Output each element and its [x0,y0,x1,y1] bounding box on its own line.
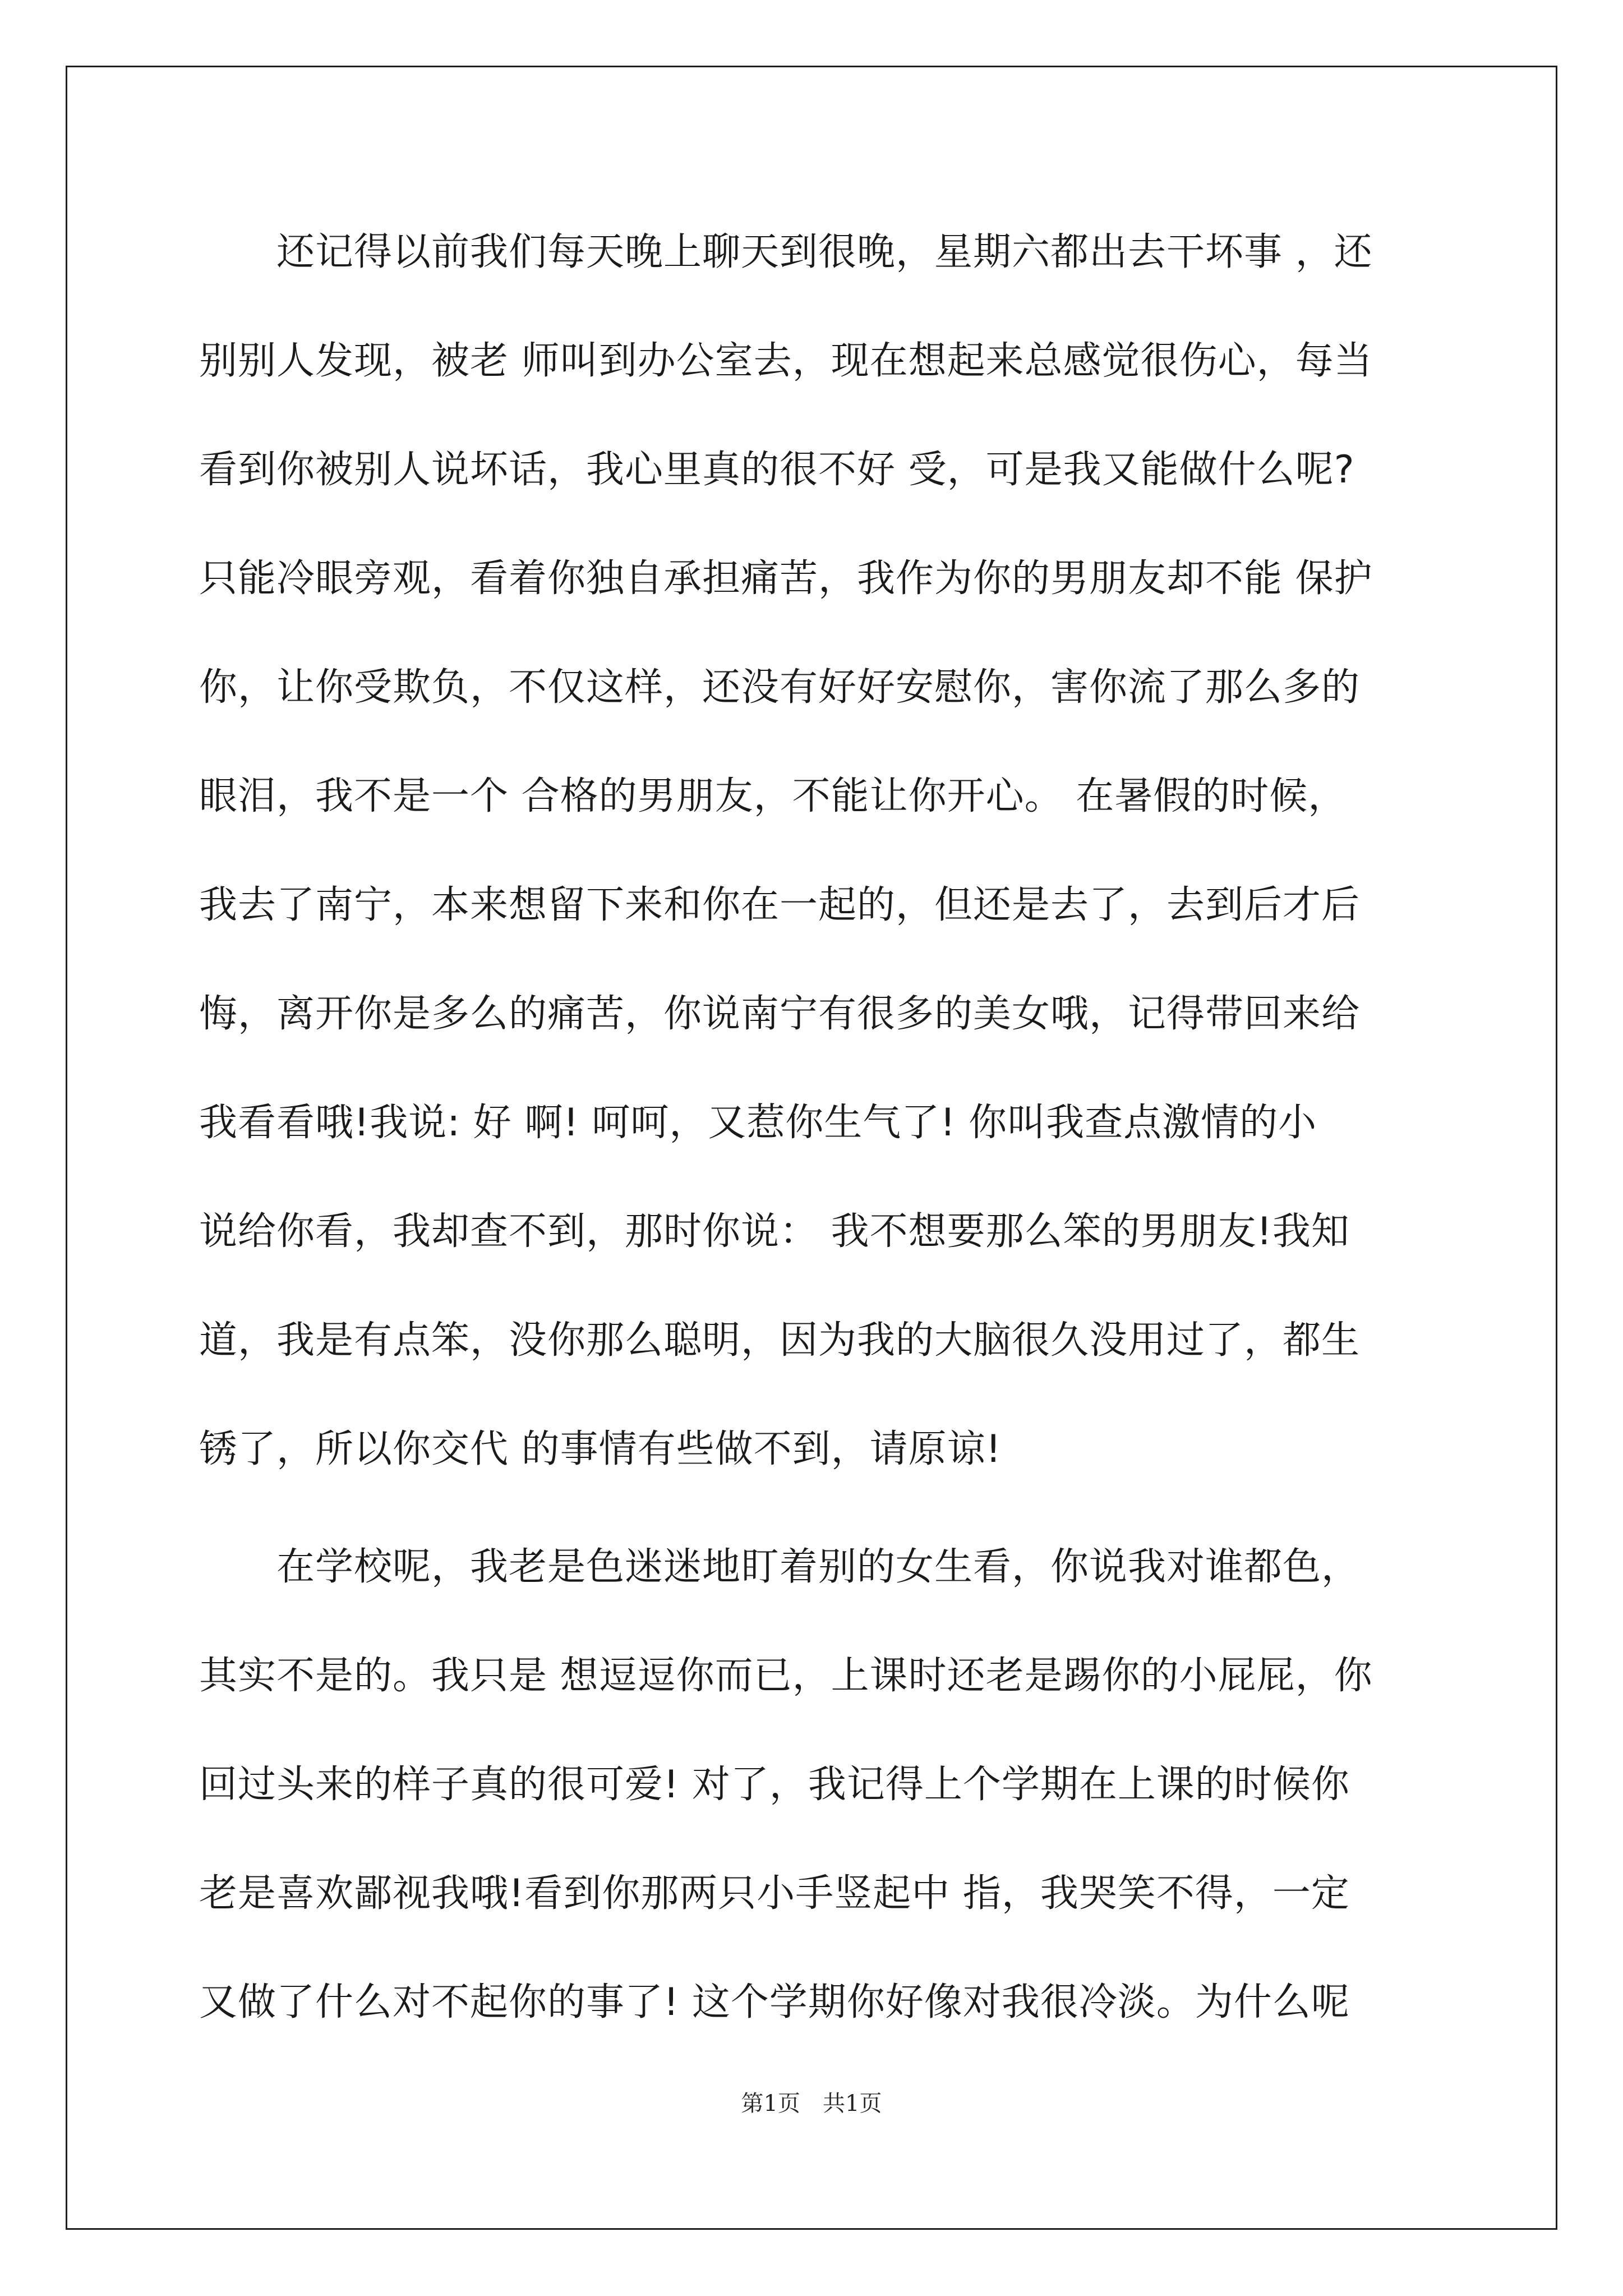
text-line: 回过头来的样子真的很可爱! 对了，我记得上个学期在上课的时候你 [199,1763,1350,1807]
text-line: 锈了，所以你交代 的事情有些做不到，请原谅! [199,1427,1002,1471]
text-line: 你，让你受欺负，不仅这样，还没有好好安慰你，害你流了那么多的 [199,665,1361,710]
text-line: 我看看哦!我说: 好 啊! 呵呵，又惹你生气了! 你叫我查点激情的小 [199,1101,1317,1145]
text-line: 别别人发现，被老 师叫到办公室去，现在想起来总感觉很伤心，每当 [199,339,1373,383]
text-line: 看到你被别人说坏话，我心里真的很不好 受，可是我又能做什么呢? [199,448,1355,492]
text-line: 又做了什么对不起你的事了! 这个学期你好像对我很冷淡。为什么呢 [199,1980,1350,2024]
text-line: 我去了南宁，本来想留下来和你在一起的，但还是去了，去到后才后 [199,883,1361,927]
text-line: 道，我是有点笨，没你那么聪明，因为我的大脑很久没用过了，都生 [199,1318,1361,1363]
text-line: 悔，离开你是多么的痛苦，你说南宁有很多的美女哦，记得带回来给 [199,992,1361,1036]
text-line: 在学校呢，我老是色迷迷地盯着别的女生看，你说我对谁都色， [199,1545,1361,1589]
text-line: 只能冷眼旁观，看着你独自承担痛苦，我作为你的男朋友却不能 保护 [199,556,1373,601]
text-line: 眼泪，我不是一个 合格的男朋友，不能让你开心。 在暑假的时候， [199,774,1347,818]
text-line: 还记得以前我们每天晚上聊天到很晚，星期六都出去干坏事 ，还 [199,230,1373,274]
page-number-footer: 第1页 共1页 [741,2091,882,2116]
text-line: 说给你看，我却查不到，那时你说： 我不想要那么笨的男朋友!我知 [199,1209,1350,1254]
text-line: 老是喜欢鄙视我哦!看到你那两只小手竖起中 指，我哭笑不得，一定 [199,1871,1350,1916]
text-line: 其实不是的。我只是 想逗逗你而已，上课时还老是踢你的小屁屁，你 [199,1654,1373,1698]
